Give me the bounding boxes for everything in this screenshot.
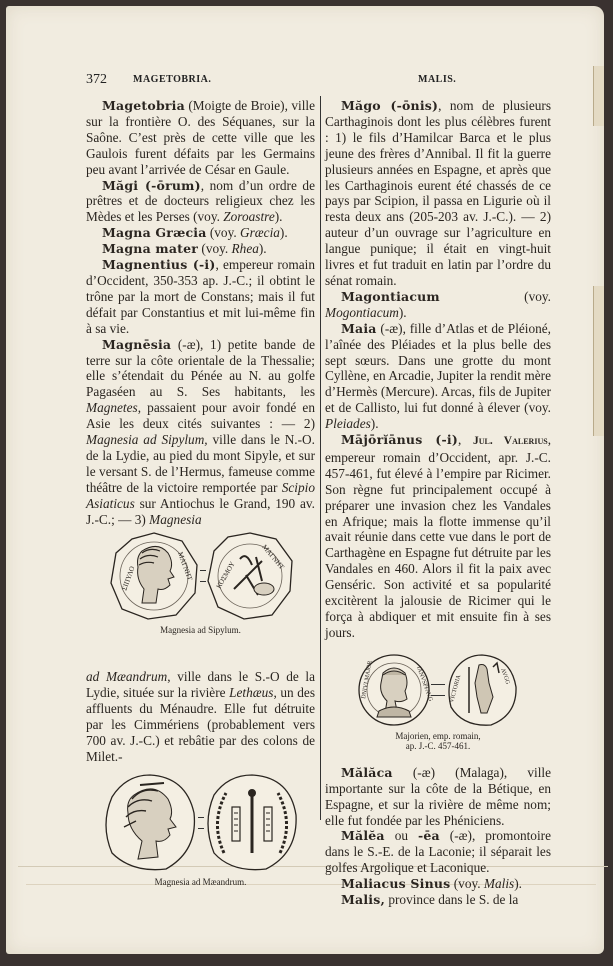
figure-magnesia-ad-sipylum (86, 531, 315, 661)
cross-reference: Græcia (240, 225, 280, 241)
entry-text: , 1) petite bande de terre sur la côte orientale de la Thessalie; elle s’étendait du Pénée au N. au golfe Pagaséen au S. Ses habitants, les (86, 336, 315, 400)
entry-text: (voy. (439, 288, 551, 304)
page-tab-marker (593, 66, 604, 126)
entry-text: ). (514, 876, 522, 892)
coin-obverse-portrait-icon (108, 531, 200, 621)
headword: Mălăca (341, 764, 393, 780)
page-number: 372 (86, 72, 107, 87)
entry-magi (86, 178, 315, 226)
entry-text: , un des affluents du Ménaudre. Elle fut détruite par les Cimmériens (probablement vers 700 av. J.-C.) et rebâtie par des colons de Milet.- (86, 685, 315, 764)
cross-reference: Malis (483, 876, 515, 892)
headword: Magontiacum (341, 288, 440, 304)
entry-text: (voy. (198, 241, 232, 257)
cross-reference: Magnetes (86, 400, 138, 416)
left-running-head: MAGETOBRIA. (133, 74, 212, 85)
entry-text: , nom d’un ordre de prêtres et de docteurs religieux chez les Mèdes et les Perses (voy. (86, 177, 315, 225)
figure-magnesia-ad-maeandrum (86, 773, 315, 901)
headword-form: (-ōnis) (380, 98, 439, 113)
right-running-head: MALIS. (418, 74, 457, 85)
entry-malea (325, 828, 551, 876)
cross-reference: Lethæus (229, 685, 274, 701)
svg-text:DNIVLMAIOR: DNIVLMAIOR (361, 660, 374, 700)
person-name: Jul. Valerius (473, 435, 548, 448)
entry-magetobria (86, 98, 315, 178)
entry-maliacus-sinus (325, 876, 551, 892)
entry-majorianus (325, 432, 551, 641)
svg-text:ΜΑΓΝΗΤ: ΜΑΓΝΗΤ (175, 551, 194, 583)
entry-text: ). (279, 225, 288, 241)
entry-text: ). (258, 241, 267, 257)
cross-reference: Pleiades (325, 416, 371, 432)
svg-text:ΚΟΣΜΟΥ: ΚΟΣΜΟΥ (214, 560, 237, 591)
cross-reference: Scipio Asiaticus (86, 479, 315, 511)
running-header (86, 72, 550, 88)
entry-text: , fille d’Atlas et de Pléioné, l’aînée des Pléiades et la plus belle des sept sœurs. Dans une grotte du mont Cyllène, en Arcadie, Jupiter la rendit mère d’Hermès (Mercure). Arcas, fils de Jupiter et de Callisto, lui fut donné à élever (voy. (325, 320, 552, 416)
headword: Malis, (341, 892, 386, 908)
coin-reverse-emperor-icon (445, 653, 519, 727)
column-divider (320, 96, 321, 820)
entry-text: ). (398, 304, 407, 320)
cross-reference: Magnesia ad Sipylum, (86, 432, 208, 448)
headword-form: (-æ) (392, 764, 436, 780)
headword: Maia (341, 320, 377, 336)
headword-form: (-æ) (171, 336, 201, 352)
coin-connector (431, 684, 445, 696)
headword: Magnēsia (102, 336, 172, 352)
left-column (86, 98, 315, 901)
headword-form: (-i) (187, 257, 216, 273)
entry-text: , nom de plusieurs Carthaginois dont les plus célèbres furent : 1) le fils d’Hamilcar Barca et le plus jeune des frères d’Annibal. Il fit la guerre plusieurs années en Espagne, et après que les Carthaginois eurent été chassés de ce pays par Scipion, il passa en Ligurie où il resta deux ans (205-203 av. J.-C.). — 2) auteur d’un ouvrage sur l’agriculture en langue punique; il était en vingt-huit livres et fut traduit en latin par l’ordre du sénat romain. (325, 98, 552, 288)
coin-obverse-portrait-icon (102, 773, 198, 873)
coin-reverse-icon (206, 531, 294, 621)
entry-text: , (457, 432, 474, 448)
cross-reference: Rhea (231, 241, 259, 257)
entry-magna-mater (86, 241, 315, 257)
headword-form: (-æ) (439, 828, 472, 844)
figure-caption-line2: ap. J.-C. 457-461. (405, 740, 471, 751)
cross-reference: ad Mæandrum (86, 669, 168, 685)
entry-text: ou (384, 828, 418, 844)
entry-malis (325, 892, 551, 908)
entry-mago (325, 98, 551, 289)
cross-reference: Magnesia (149, 511, 202, 527)
svg-text:ΣΙΠΥΛΟ: ΣΙΠΥΛΟ (119, 565, 137, 593)
headword: Maliacus Sinus (341, 876, 451, 892)
entry-text: province dans le S. de la (385, 892, 519, 908)
entry-text: ). (370, 416, 379, 432)
entry-text: ville dans le N.-O. de la Lydie, au pied du mont Sipyle, et sur le versant S. de l’Hermus, fameuse comme théâtre de la victoire remportée par (86, 432, 315, 495)
svg-text:VICTORIA: VICTORIA (449, 674, 463, 704)
entry-magontiacum (325, 289, 551, 321)
svg-text:IANVSPFAVG: IANVSPFAVG (415, 665, 434, 703)
coin-obverse-portrait-icon (357, 653, 434, 727)
headword-form: (-i) (422, 432, 458, 448)
entry-magnesia (86, 337, 315, 528)
svg-text:ΜΑΓΝΗΤ: ΜΑΓΝΗΤ (259, 543, 286, 572)
headword: Mălĕa (341, 828, 385, 844)
coin-reverse-wreath-icon (204, 773, 300, 873)
headword-variant: -ēa (417, 828, 440, 844)
entry-text: , passaient pour avoir fondé en Asie les deux cités suivantes : — 2) (86, 400, 315, 432)
cross-reference: Mogontiacum (325, 304, 399, 320)
headword-form: (-ōrum) (138, 177, 201, 193)
entry-magnentius (86, 257, 315, 337)
entry-magna-graecia (86, 225, 315, 241)
entry-maia (325, 321, 551, 432)
cross-reference: Zoroastre (223, 209, 275, 225)
svg-text:AVGG: AVGG (499, 667, 511, 686)
headword-form: (-æ) (376, 320, 403, 336)
headword: Măgo (341, 98, 381, 113)
headword: Magetobria (102, 98, 185, 113)
headword: Magnentius (102, 257, 188, 273)
headword: Mājōrĭānus (341, 432, 423, 448)
entry-text: (Moigte de Broie), ville sur la frontière O. des Séquanes, sur la Saône. C’est près de cette ville que les Gaulois furent défaits par les Germains peu avant l’arrivée de César en Gaule. (86, 98, 315, 177)
headword: Magna mater (102, 241, 199, 257)
entry-magnesia-continued (86, 669, 315, 764)
entry-text: , empereur romain d’Occident, 350-353 ap. J.-C.; il obtint le trône par la mort de Constans; mais il fut défait par Constantius et mit lui-même fin à sa vie. (86, 257, 315, 336)
entry-text: , empereur romain d’Occident, apr. J.-C. 457-461, fut élevé à l’empire par Ricimer. Son règne fut principalement occupé à préparer une invasion chez les Vandales en Afrique; mais la flotte immense qu’il avait réunie dans cette vue dans le port de Carthagène en Espagne fut détruite par les Vandales en 460. Alors il fit la paix avec Genséric. Son activité et sa popularité excitèrent la jalousie de Ricimer qui le força à abdiquer et mit ensuite fin à ses jours. (325, 432, 552, 640)
entry-text: (Malaga), ville importante sur la côte de la Bétique, en Espagne, et sur la rivière de même nom; elle fut fondée par les Phéniciens. (325, 764, 551, 828)
figure-caption: Magnesia ad Sipylum. (160, 625, 241, 636)
entry-text: ). (274, 209, 283, 225)
entry-malaca (325, 765, 551, 829)
figure-caption: Magnesia ad Mæandrum. (154, 876, 247, 887)
figure-majorien-coin (325, 653, 551, 761)
page-tab-marker (593, 286, 604, 436)
entry-text: (voy. (206, 225, 241, 241)
entry-text: sur Antiochus le Grand, 190 av. J.-C.; — 3) (86, 495, 315, 527)
headword: Magna Græcia (102, 225, 207, 241)
figure-caption-line1: Majorien, emp. romain, (395, 730, 481, 741)
entry-text: , ville dans le S.-O de la Lydie, située sur la rivière (86, 669, 315, 701)
right-column (325, 98, 551, 908)
headword: Măgi (102, 177, 139, 193)
entry-text: (voy. (450, 876, 484, 892)
entry-text: , promontoire dans le S.-E. de la Laconie; il séparait les golfes Argolique et Laconique. (325, 828, 551, 876)
